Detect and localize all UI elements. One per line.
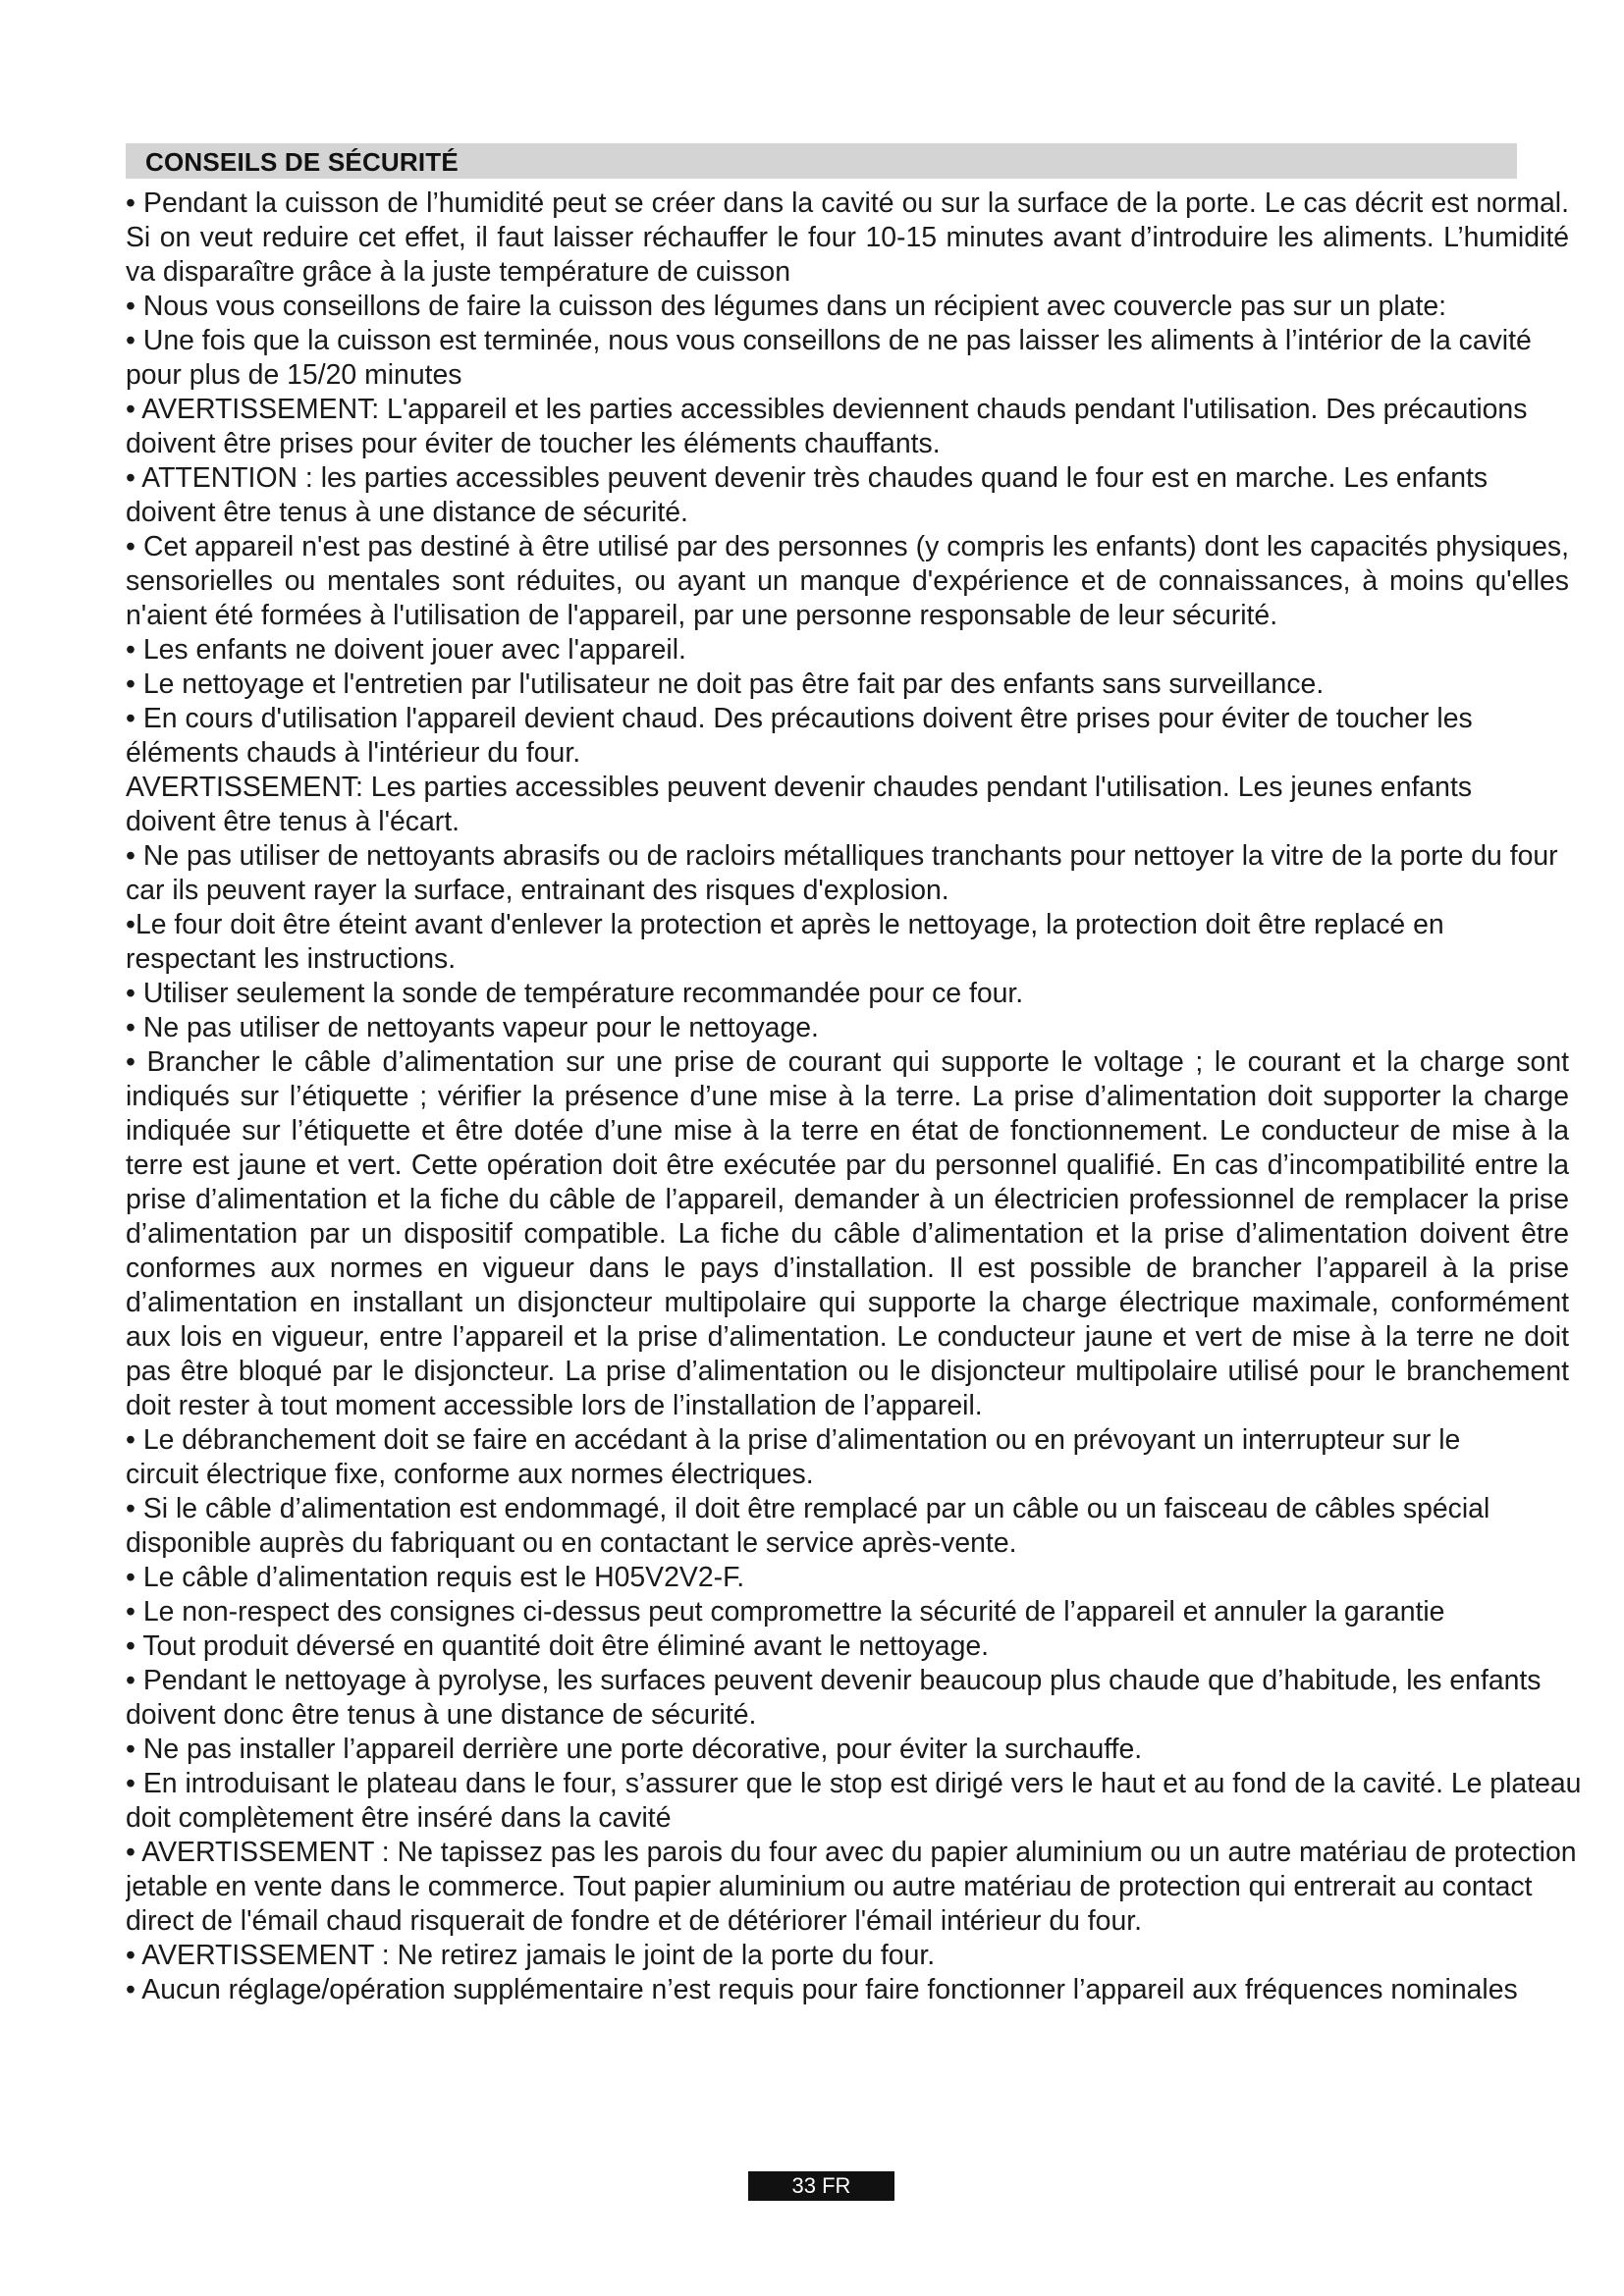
paragraph-vegetables: • Nous vous conseillons de faire la cuisson des légumes dans un récipient avec couvercle pas sur un plate: xyxy=(126,291,1447,322)
paragraph-power-connection: • Brancher le câble d’alimentation sur une prise de courant qui supporte le voltage ; le courant et la charge sont indiqués sur l’étiquette ; vérifier la présence d’une mise à la terre. La prise d’alimentation doit supporter la charge indiquée sur l’étiquette et être dotée d’une mise à la terre en état de fonctionnement. Le conducteur de mise à la terre est jaune et vert. Cette opération doit être exécutée par du personnel qualifié. En cas d’incompatibilité entre la prise d’alimentation et la fiche du câble de l’appareil, demander à un électricien professionnel de remplacer la prise d’alimentation par un dispositif compatible. La fiche du câble d’alimentation et la prise d’alimentation doivent être conformes aux normes en vigueur dans le pays d’installation. Il est possible de brancher l’appareil à la prise d’alimentation en installant un disjoncteur multipolaire qui supporte la charge électrique maximale, conformément aux lois en vigueur, entre l’appareil et la prise d’alimentation. Le conducteur jaune et vert de mise à la terre ne doit pas être bloqué par le disjoncteur. La prise d’alimentation ou le disjoncteur multipolaire utilisé pour le branchement doit rester à tout moment accessible lors de l’installation de l’appareil. xyxy=(126,1046,1569,1421)
paragraph-after-cooking: • Une fois que la cuisson est terminée, nous vous conseillons de ne pas laisser les aliments à l’intérior de la cavité pour plus de 15/20 minutes xyxy=(126,325,1532,391)
paragraph-humidity: • Pendant la cuisson de l’humidité peut se créer dans la cavité ou sur la surface de la porte. Le cas décrit est normal. Si on veut reduire cet effet, il faut laisser réchauffer le four 10-15 minutes avant d’introduire les aliments. L’humidité va disparaître grâce à la juste température de cuisson xyxy=(126,187,1569,288)
paragraph-warning-hot-parts: • AVERTISSEMENT: L'appareil et les parties accessibles deviennent chauds pendant l'utilisation. Des précautions doivent être prises pour éviter de toucher les éléments chauffants. xyxy=(126,394,1528,459)
paragraph-abrasive-cleaners: • Ne pas utiliser de nettoyants abrasifs ou de racloirs métalliques tranchants pour nettoyer la vitre de la porte du four car ils peuvent rayer la surface, entrainant des risques d'explosion. xyxy=(126,840,1558,906)
paragraph-temperature-probe: • Utiliser seulement la sonde de température recommandée pour ce four. xyxy=(126,978,1024,1009)
paragraph-reduced-capacities: • Cet appareil n'est pas destiné à être utilisé par des personnes (y compris les enfants) dont les capacités physiques, sensorielles ou mentales sont réduites, ou ayant un manque d'expérience et de connaissances, à moins qu'elles n'aient été formées à l'utilisation de l'appareil, par une personne responsable de leur sécurité. xyxy=(126,531,1569,631)
paragraph-warranty: • Le non-respect des consignes ci-dessus peut compromettre la sécurité de l’appareil et annuler la garantie xyxy=(126,1596,1445,1628)
paragraph-warning-young-children: AVERTISSEMENT: Les parties accessibles peuvent devenir chaudes pendant l'utilisation. Les jeunes enfants doivent être tenus à l'écart. xyxy=(126,772,1473,837)
paragraph-steam-cleaners: • Ne pas utiliser de nettoyants vapeur pour le nettoyage. xyxy=(126,1012,819,1043)
paragraph-attention: • ATTENTION : les parties accessibles peuvent devenir très chaudes quand le four est en marche. Les enfants doivent être tenus à une distance de sécurité. xyxy=(126,462,1489,528)
paragraph-cleaning-children: • Le nettoyage et l'entretien par l'utilisateur ne doit pas être fait par des enfants sans surveillance. xyxy=(126,668,1325,700)
section-title: CONSEILS DE SÉCURITÉ xyxy=(145,147,459,177)
paragraph-spills: • Tout produit déversé en quantité doit être éliminé avant le nettoyage. xyxy=(126,1630,990,1662)
paragraph-tray-insertion: • En introduisant le plateau dans le four, s’assurer que le stop est dirigé vers le haut et au fond de la cavité. Le plateau doit complètement être inséré dans la cavité xyxy=(126,1768,1582,1834)
safety-instructions-body xyxy=(126,187,1587,2007)
paragraph-door-seal: • AVERTISSEMENT : Ne retirez jamais le joint de la porte du four. xyxy=(126,1940,936,1971)
paragraph-cable-type: • Le câble d’alimentation requis est le H05V2V2-F. xyxy=(126,1562,745,1593)
section-header-bar xyxy=(126,143,1517,179)
paragraph-frequencies: • Aucun réglage/opération supplémentaire n’est requis pour faire fonctionner l’appareil aux fréquences nominales xyxy=(126,1974,1518,2005)
paragraph-pyrolysis: • Pendant le nettoyage à pyrolyse, les surfaces peuvent devenir beaucoup plus chaude que d’habitude, les enfants doivent donc être tenus à une distance de sécurité. xyxy=(126,1665,1542,1731)
page-number-badge: 33 FR xyxy=(748,2171,894,2201)
paragraph-decorative-door: • Ne pas installer l’appareil derrière une porte décorative, pour éviter la surchauffe. xyxy=(126,1734,1143,1765)
paragraph-damaged-cable: • Si le câble d’alimentation est endommagé, il doit être remplacé par un câble ou un faisceau de câbles spécial disponible auprès du fabriquant ou en contactant le service après-vente. xyxy=(126,1493,1490,1559)
paragraph-aluminium-foil: • AVERTISSEMENT : Ne tapissez pas les parois du four avec du papier aluminium ou un autre matériau de protection jetable en vente dans le commerce. Tout papier aluminium ou autre matériau de protection qui entrerait au contact direct de l'émail chaud risquerait de fondre et de détériorer l'émail intérieur du four. xyxy=(126,1837,1577,1937)
paragraph-children-play: • Les enfants ne doivent jouer avec l'appareil. xyxy=(126,634,686,666)
paragraph-hot-during-use: • En cours d'utilisation l'appareil devient chaud. Des précautions doivent être prises pour éviter de toucher les éléments chauds à l'intérieur du four. xyxy=(126,703,1473,769)
paragraph-disconnection: • Le débranchement doit se faire en accédant à la prise d’alimentation ou en prévoyant un interrupteur sur le circuit électrique fixe, conforme aux normes électriques. xyxy=(126,1424,1461,1490)
paragraph-protection: •Le four doit être éteint avant d'enlever la protection et après le nettoyage, la protection doit être replacé en respectant les instructions. xyxy=(126,909,1444,975)
